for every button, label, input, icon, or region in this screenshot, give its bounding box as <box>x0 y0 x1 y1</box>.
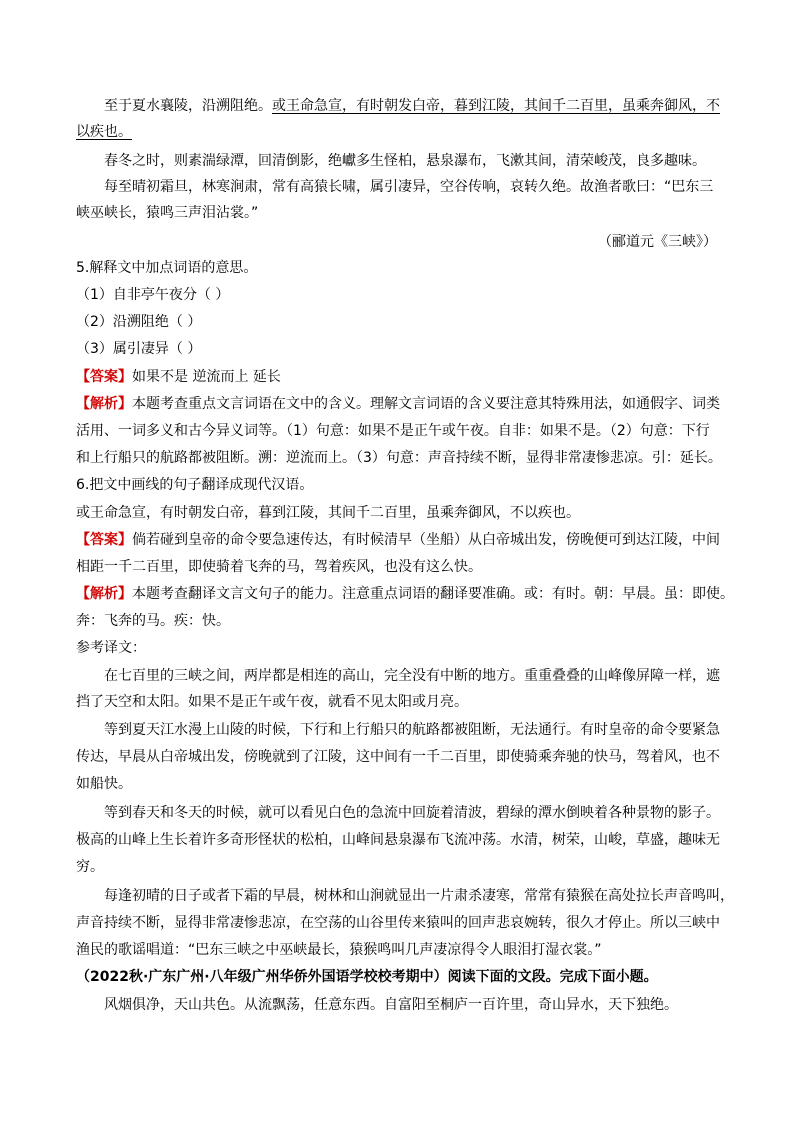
analysis-text: 本题考查翻译文言文句子的能力。注意重点词语的翻译要准确。或：有时。朝：早晨。虽：即使。 <box>132 586 734 602</box>
analysis-line <box>76 394 720 414</box>
question-6-stem: 6.把文中画线的句子翻译成现代汉语。 <box>76 477 314 493</box>
translation-text: 极高的山峰上生长着许多奇形怪状的松柏，山峰间悬泉瀑布飞流冲荡。水清，树荣，山峻，草盛，趣味无 <box>76 832 720 848</box>
passage-paragraph: 春冬之时，则素湍绿潭，回清倒影，绝巘多生怪柏，悬泉瀑布，飞漱其间，清荣峻茂，良多趣味。 <box>104 153 706 169</box>
question-sentence: 或王命急宣，有时朝发白帝，暮到江陵，其间千二百里，虽乘奔御风，不以疾也。 <box>76 505 580 521</box>
translation-text: 等到春天和冬天的时候，就可以看见白色的急流中回旋着清波，碧绿的潭水倒映着各种景物的影子。 <box>104 805 720 821</box>
question-5-stem: 5.解释文中加点词语的意思。 <box>76 260 258 276</box>
passage-line <box>104 96 720 116</box>
translation-text: 穷。 <box>76 859 104 875</box>
translation-text: 传达，早晨从白帝城出发，傍晚就到了江陵，这中间有一千二百里，即使骑乘奔驰的快马，驾着风，也不 <box>76 749 720 765</box>
question-item: （1）自非亭午夜分（ ） <box>76 287 230 303</box>
answer-text: 相距一千二百里，即使骑着飞奔的马，驾着疾风，也没有这么快。 <box>76 559 482 575</box>
analysis-text: 奔：飞奔的马。疾：快。 <box>76 613 230 629</box>
question-item: （3）属引凄异（ ） <box>76 341 202 357</box>
analysis-text: 和上行船只的航路都被阻断。溯：逆流而上。（3）句意：声音持续不断，显得非常凄惨悲凉。引：延长。 <box>76 450 722 466</box>
underlined-sentence: 或王命急宣，有时朝发白帝，暮到江陵，其间千二百里，虽乘奔御风，不 <box>272 98 720 114</box>
answer-line <box>76 530 720 550</box>
translation-text: 在七百里的三峡之间，两岸都是相连的高山，完全没有中断的地方。重重叠叠的山峰像屏障一样，遮 <box>104 668 720 684</box>
passage-paragraph: 峡巫峡长，猿鸣三声泪沾裳。” <box>76 205 259 221</box>
answer-line <box>76 367 281 387</box>
answer-text: 如果不是 逆流而上 延长 <box>132 369 281 385</box>
answer-tag: 【答案】 <box>76 532 132 548</box>
analysis-tag: 【解析】 <box>76 586 132 602</box>
analysis-text: 本题考查重点文言词语在文中的含义。理解文言词语的含义要注意其特殊用法，如通假字、词类 <box>132 396 720 412</box>
underlined-sentence-end: 以疾也。 <box>76 124 132 140</box>
answer-text: 倘若碰到皇帝的命令要急速传达，有时候清早（坐船）从白帝城出发，傍晚便可到达江陵，中间 <box>132 532 720 548</box>
section-header: （2022秋·广东广州·八年级广州华侨外国语学校校考期中）阅读下面的文段。完成下面小题。 <box>76 969 658 985</box>
translation-heading: 参考译文： <box>76 640 146 656</box>
translation-text: 如船快。 <box>76 776 132 792</box>
translation-text: 等到夏天江水漫上山陵的时候，下行和上行船只的航路都被阻断，无法通行。有时皇帝的命令要紧急 <box>104 722 720 738</box>
passage-source: （郦道元《三峡》） <box>598 234 717 250</box>
analysis-tag: 【解析】 <box>76 396 132 412</box>
translation-text: 每逢初晴的日子或者下霜的早晨，树林和山涧就显出一片肃杀凄寒，常常有猿猴在高处拉长声音鸣叫， <box>104 888 734 904</box>
passage-text: 至于夏水襄陵，沿溯阻绝。 <box>104 98 272 114</box>
translation-text: 渔民的歌谣唱道：“巴东三峡之中巫峡最长，猿猴鸣叫几声凄凉得令人眼泪打湿衣裳。” <box>76 942 602 958</box>
answer-tag: 【答案】 <box>76 369 132 385</box>
passage-paragraph: 风烟俱净，天山共色。从流飘荡，任意东西。自富阳至桐庐一百许里，奇山异水，天下独绝。 <box>104 997 678 1013</box>
analysis-text: 活用、一词多义和古今异义词等。（1）句意：如果不是正午或午夜。自非：如果不是。（2）句意：下行 <box>76 423 710 439</box>
translation-text: 声音持续不断，显得非常凄惨悲凉，在空荡的山谷里传来猿叫的回声悲哀婉转，很久才停止。所以三峡中 <box>76 915 720 931</box>
translation-text: 挡了天空和太阳。如果不是正午或午夜，就看不见太阳或月亮。 <box>76 694 468 710</box>
analysis-line <box>76 584 734 604</box>
question-item: （2）沿溯阻绝（ ） <box>76 314 202 330</box>
passage-paragraph: 每至晴初霜旦，林寒涧肃，常有高猿长啸，属引凄异，空谷传响，哀转久绝。故渔者歌曰：“巴东三 <box>104 179 714 195</box>
